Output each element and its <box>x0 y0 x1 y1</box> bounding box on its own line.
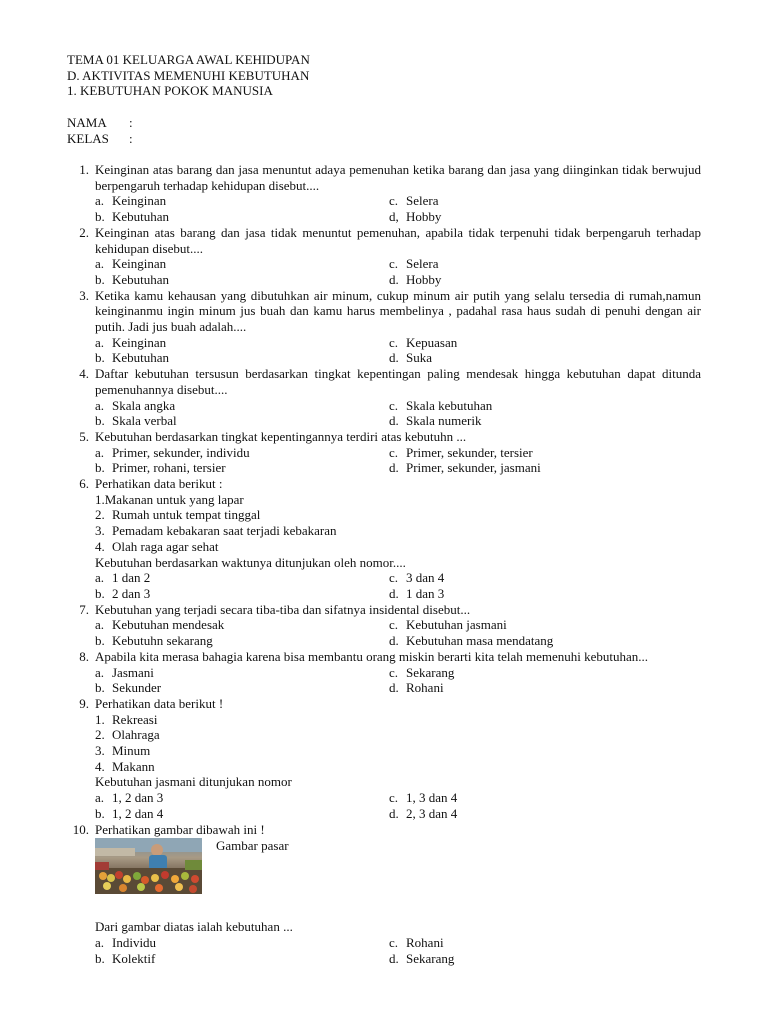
answer-option[interactable] <box>95 350 389 366</box>
market-image <box>95 838 202 894</box>
theme-title: TEMA 01 KELUARGA AWAL KEHIDUPAN <box>67 52 310 67</box>
option-text: Hobby <box>406 209 442 225</box>
question-subtext: Dari gambar diatas ialah kebutuhan ... <box>95 919 293 935</box>
question-text: Ketika kamu kehausan yang dibutuhkan air minum, cukup minum air putih yang selalu tersedia di rumah,namun keinginanmu ingin minum jus buah dan kamu harus membelinya , padahal rasa haus sudah di penuhi dengan air putih. Jadi jus buah adalah.... <box>95 287 701 335</box>
answer-option[interactable] <box>389 256 683 272</box>
option-text: Skala kebutuhan <box>406 397 493 413</box>
answer-option[interactable] <box>389 951 683 967</box>
option-letter: c. <box>389 617 399 633</box>
answer-option[interactable] <box>95 335 389 351</box>
question-text: Perhatikan data berikut ! <box>95 695 224 711</box>
option-text: Jasmani <box>112 664 154 680</box>
option-letter: c. <box>389 934 399 950</box>
question-number: 8. <box>79 648 89 664</box>
answer-option[interactable] <box>95 570 389 586</box>
option-text: Primer, rohani, tersier <box>112 460 226 476</box>
option-letter: c. <box>389 790 399 806</box>
answer-option[interactable] <box>389 586 683 602</box>
question-5 <box>67 429 701 476</box>
answer-option[interactable] <box>95 680 389 696</box>
question-number: 10. <box>72 821 89 837</box>
option-letter: c. <box>389 570 399 586</box>
option-text: Sekarang <box>406 664 455 680</box>
option-letter: d. <box>389 805 399 821</box>
option-letter: a. <box>95 617 105 633</box>
option-letter: a. <box>95 790 105 806</box>
option-text: Primer, sekunder, individu <box>112 444 250 460</box>
question-text: Apabila kita merasa bahagia karena bisa membantu orang miskin berarti kita telah memenuhi kebutuhan... <box>95 648 649 664</box>
name-label: NAMA <box>67 115 107 130</box>
option-letter: b. <box>95 950 105 966</box>
question-number: 2. <box>79 224 89 240</box>
data-list-item-number: 3. <box>95 743 105 759</box>
question-4 <box>67 366 701 429</box>
answer-option[interactable] <box>389 665 683 681</box>
option-letter: d. <box>389 350 399 366</box>
answer-options <box>95 335 701 366</box>
option-text: Hobby <box>406 271 442 287</box>
option-letter: a. <box>95 570 105 586</box>
answer-option[interactable] <box>389 350 683 366</box>
class-colon: : <box>129 130 133 146</box>
class-label: KELAS <box>67 130 109 146</box>
question-text: Kebutuhan yang terjadi secara tiba-tiba dan sifatnya insidental disebut... <box>95 601 471 617</box>
answer-option[interactable] <box>95 209 389 225</box>
answer-option[interactable] <box>95 617 389 633</box>
option-text: Skala verbal <box>112 413 177 429</box>
option-letter: a. <box>95 397 105 413</box>
data-list-item-text: Pemadam kebakaran saat terjadi kebakaran <box>112 523 337 539</box>
option-text: 2, 3 dan 4 <box>406 805 458 821</box>
answer-options <box>95 256 701 287</box>
answer-option[interactable] <box>389 935 683 951</box>
data-list-item-number: 1. <box>95 491 105 507</box>
answer-options <box>95 570 701 601</box>
question-1 <box>67 162 701 225</box>
student-info <box>67 115 133 146</box>
answer-option[interactable] <box>389 445 683 461</box>
answer-option[interactable] <box>389 272 683 288</box>
data-list-item-text: Minum <box>112 743 151 759</box>
option-text: Kebutuhan <box>112 350 170 366</box>
option-letter: b. <box>95 633 105 649</box>
option-text: 1, 2 dan 4 <box>112 805 164 821</box>
option-text: Suka <box>406 350 432 366</box>
option-letter: b. <box>95 585 105 601</box>
image-caption: Gambar pasar <box>216 838 289 854</box>
question-number: 4. <box>79 366 89 382</box>
option-text: Keinginan <box>112 256 167 272</box>
option-letter: a. <box>95 256 105 272</box>
option-text: Keinginan <box>112 193 167 209</box>
option-letter: d. <box>389 585 399 601</box>
answer-option[interactable] <box>95 633 389 649</box>
option-text: Kebutuhan <box>112 209 170 225</box>
option-text: Individu <box>112 934 157 950</box>
data-list-item-text: Makanan untuk yang lapar <box>104 491 244 507</box>
option-text: Kebutuhan jasmani <box>406 617 507 633</box>
option-text: Skala numerik <box>406 413 482 429</box>
option-text: Kepuasan <box>406 334 458 350</box>
answer-option[interactable] <box>389 633 683 649</box>
option-letter: c. <box>389 256 399 272</box>
option-letter: b. <box>95 350 105 366</box>
question-3 <box>67 288 701 367</box>
answer-options <box>95 935 701 966</box>
option-text: Selera <box>406 256 439 272</box>
question-number: 5. <box>79 428 89 444</box>
answer-option[interactable] <box>389 335 683 351</box>
data-list-item <box>95 712 701 728</box>
class-row <box>67 131 133 147</box>
data-list-item <box>95 492 701 508</box>
option-letter: d, <box>389 209 399 225</box>
option-letter: a. <box>95 664 105 680</box>
question-10 <box>67 822 701 967</box>
option-letter: b. <box>95 460 105 476</box>
option-text: 2 dan 3 <box>112 585 151 601</box>
data-list-item-number: 3. <box>95 523 105 539</box>
option-text: Rohani <box>406 934 444 950</box>
option-letter: d. <box>389 950 399 966</box>
data-list-item-number: 4. <box>95 538 105 554</box>
answer-options <box>95 193 701 224</box>
answer-option[interactable] <box>95 398 389 414</box>
question-subtext: Kebutuhan jasmani ditunjukan nomor <box>95 774 292 790</box>
question-7 <box>67 602 701 649</box>
option-letter: d. <box>389 413 399 429</box>
question-number: 3. <box>79 287 89 303</box>
subtheme-title: D. AKTIVITAS MEMENUHI KEBUTUHAN <box>67 67 310 83</box>
option-text: Kolektif <box>112 950 156 966</box>
answer-option[interactable] <box>95 256 389 272</box>
question-number: 7. <box>79 601 89 617</box>
data-list-item <box>95 523 701 539</box>
option-letter: a. <box>95 934 105 950</box>
answer-option[interactable] <box>389 617 683 633</box>
name-row <box>67 115 133 131</box>
option-text: 1, 2 dan 3 <box>112 790 164 806</box>
question-list <box>67 162 701 966</box>
option-text: Sekarang <box>406 950 455 966</box>
option-text: 1, 3 dan 4 <box>406 790 458 806</box>
answer-option[interactable] <box>95 272 389 288</box>
option-letter: d. <box>389 633 399 649</box>
question-text: Keinginan atas barang dan jasa menuntut adaya pemenuhan ketika barang dan jasa yang diinginkan tidak berwujud berpengaruh terhadap kehidupan disebut.... <box>95 162 701 193</box>
option-letter: c. <box>389 444 399 460</box>
question-9 <box>67 696 701 822</box>
option-letter: b. <box>95 680 105 696</box>
option-text: Kebutuhan <box>112 271 170 287</box>
answer-options <box>95 790 701 821</box>
data-list-item-number: 4. <box>95 758 105 774</box>
answer-option[interactable] <box>95 806 389 822</box>
question-number: 6. <box>79 476 89 492</box>
answer-option[interactable] <box>389 413 683 429</box>
answer-option[interactable] <box>389 790 683 806</box>
answer-option[interactable] <box>389 680 683 696</box>
option-letter: d. <box>389 460 399 476</box>
option-letter: b. <box>95 413 105 429</box>
answer-option[interactable] <box>389 209 683 225</box>
data-list-item-number: 2. <box>95 727 105 743</box>
answer-option[interactable] <box>389 193 683 209</box>
answer-option[interactable] <box>95 951 389 967</box>
option-letter: c. <box>389 334 399 350</box>
image-row <box>95 838 701 894</box>
data-list-item-number: 2. <box>95 507 105 523</box>
option-letter: a. <box>95 444 105 460</box>
option-text: Kebutuhn sekarang <box>112 633 213 649</box>
answer-option[interactable] <box>389 570 683 586</box>
question-text: Perhatikan data berikut : <box>95 476 223 492</box>
option-text: Rohani <box>406 680 444 696</box>
answer-option[interactable] <box>389 806 683 822</box>
data-list <box>95 712 701 775</box>
answer-option[interactable] <box>95 193 389 209</box>
answer-options <box>95 665 701 696</box>
option-letter: d. <box>389 271 399 287</box>
question-text: Perhatikan gambar dibawah ini ! <box>95 821 265 837</box>
answer-options <box>95 617 701 648</box>
option-text: Kebutuhan mendesak <box>112 617 225 633</box>
option-letter: a. <box>95 193 105 209</box>
answer-option[interactable] <box>95 790 389 806</box>
data-list-item-text: Olah raga agar sehat <box>112 538 219 554</box>
option-text: Skala angka <box>112 397 176 413</box>
option-text: Primer, sekunder, tersier <box>406 444 533 460</box>
name-colon: : <box>129 115 133 130</box>
worksheet-header <box>67 52 310 99</box>
data-list-item-text: Rumah untuk tempat tinggal <box>112 507 261 523</box>
data-list-item <box>95 743 701 759</box>
question-text: Daftar kebutuhan tersusun berdasarkan tingkat kepentingan paling mendesak hingga kebutuhan dapat ditunda pemenuhannya disebut.... <box>95 366 701 397</box>
answer-option[interactable] <box>95 665 389 681</box>
question-8 <box>67 649 701 696</box>
answer-option[interactable] <box>95 935 389 951</box>
data-list <box>95 492 701 555</box>
option-letter: b. <box>95 271 105 287</box>
question-number: 1. <box>79 162 89 177</box>
option-text: 1 dan 2 <box>112 570 151 586</box>
answer-option[interactable] <box>95 413 389 429</box>
data-list-item <box>95 539 701 555</box>
answer-option[interactable] <box>95 586 389 602</box>
option-text: Selera <box>406 193 439 209</box>
option-text: Sekunder <box>112 680 162 696</box>
answer-options <box>95 398 701 429</box>
option-letter: c. <box>389 397 399 413</box>
option-letter: a. <box>95 334 105 350</box>
data-list-item <box>95 507 701 523</box>
answer-option[interactable] <box>95 460 389 476</box>
question-subtext: Kebutuhan berdasarkan waktunya ditunjukan oleh nomor.... <box>95 554 406 570</box>
option-letter: c. <box>389 193 399 209</box>
data-list-item <box>95 759 701 775</box>
data-list-item <box>95 727 701 743</box>
option-text: Kebutuhan masa mendatang <box>406 633 554 649</box>
topic-title: 1. KEBUTUHAN POKOK MANUSIA <box>67 83 273 99</box>
data-list-item-text: Olahraga <box>112 727 160 743</box>
question-2 <box>67 225 701 288</box>
question-text: Kebutuhan berdasarkan tingkat kepentingannya terdiri atas kebutuhn ... <box>95 428 467 444</box>
option-letter: b. <box>95 209 105 225</box>
answer-option[interactable] <box>389 398 683 414</box>
data-list-item-text: Rekreasi <box>112 711 158 727</box>
question-6 <box>67 476 701 602</box>
option-letter: b. <box>95 805 105 821</box>
option-text: 1 dan 3 <box>406 585 445 601</box>
answer-options <box>95 445 701 476</box>
option-letter: c. <box>389 664 399 680</box>
answer-option[interactable] <box>95 445 389 461</box>
question-number: 9. <box>79 695 89 711</box>
question-text: Keinginan atas barang dan jasa tidak menuntut pemenuhan, apabila tidak terpenuhi tidak berpengaruh terhadap kehidupan disebut.... <box>95 224 701 256</box>
option-text: Keinginan <box>112 334 167 350</box>
option-letter: d. <box>389 680 399 696</box>
data-list-item-text: Makann <box>112 758 155 774</box>
answer-option[interactable] <box>389 460 683 476</box>
option-text: Primer, sekunder, jasmani <box>406 460 541 476</box>
option-text: 3 dan 4 <box>406 570 445 586</box>
data-list-item-number: 1. <box>95 711 105 727</box>
